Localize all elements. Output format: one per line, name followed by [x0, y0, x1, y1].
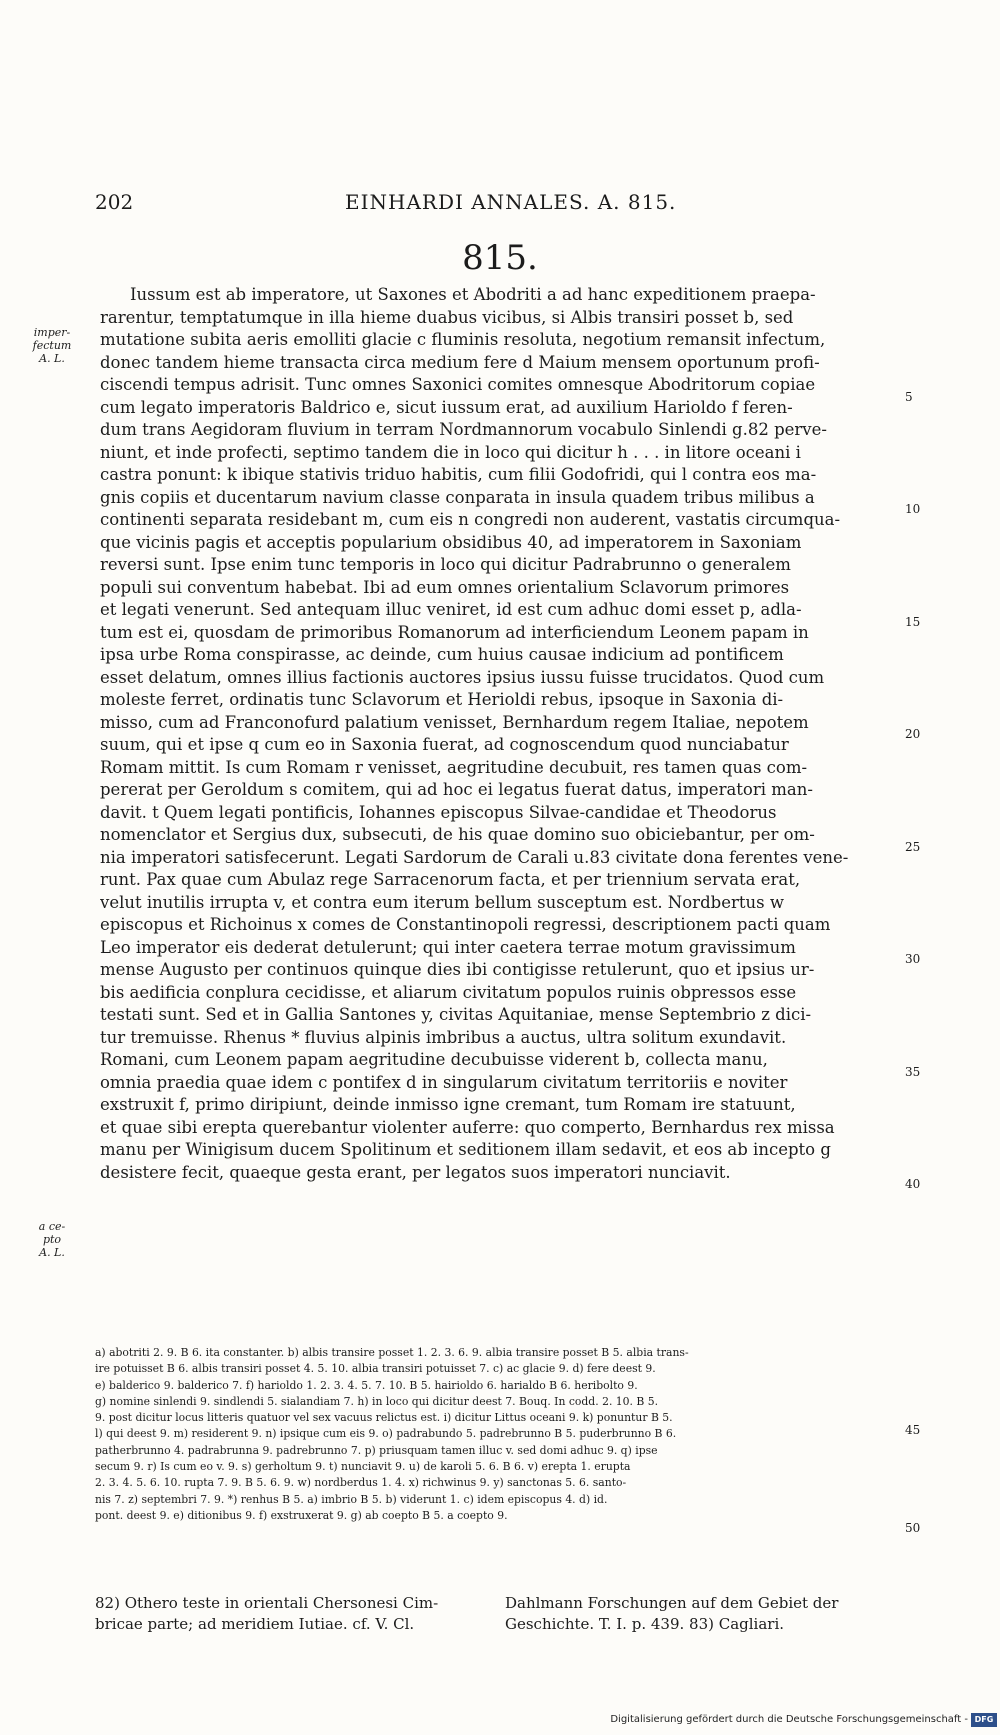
- footnote-line: Dahlmann Forschungen auf dem Gebiet der: [505, 1594, 839, 1612]
- text-line: nia imperatori satisfecerunt. Legati Sardorum de Carali u.83 civitate dona ferentes vene-: [100, 847, 849, 867]
- dfg-logo: DFG: [971, 1713, 997, 1727]
- running-head: EINHARDI ANNALES. A. 815.: [345, 190, 677, 214]
- text-line: davit. t Quem legati pontificis, Iohannes episcopus Silvae-candidae et Theodorus: [100, 802, 777, 822]
- footnotes-right-column: [505, 1593, 910, 1635]
- year-heading: 815.: [462, 238, 538, 278]
- footnotes-left-column: [95, 1593, 500, 1635]
- text-line: continenti separata residebant m, cum eis n congredi non auderent, vastatis circumqua-: [100, 510, 841, 529]
- text-line: Romam mittit. Is cum Romam r venisset, aegritudine decubuit, res tamen quas com-: [100, 757, 808, 777]
- footnote-line: bricae parte; ad meridiem Iutiae. cf. V. Cl.: [95, 1615, 415, 1633]
- text-line: donec tandem hieme transacta circa medium fere d Maium mensem oportunum profi-: [100, 352, 820, 372]
- text-line: que vicinis pagis et acceptis popularium obsidibus 40, ad imperatorem in Saxoniam: [100, 532, 802, 552]
- margin-note-text: imper- fectum A. L.: [32, 326, 72, 365]
- page-number: 202: [95, 190, 134, 214]
- note-line: nis 7. z) septembri 7. 9. *) renhus B 5. a) imbrio B 5. b) viderunt 1. c) idem episcopus 4. d) id.: [95, 1492, 608, 1506]
- text-line: niunt, et inde profecti, septimo tandem die in loco qui dicitur h . . . in litore oceani i: [100, 442, 801, 462]
- text-line: tum est ei, quosdam de primoribus Romanorum ad interficiendum Leonem papam in: [100, 622, 809, 642]
- text-line: cum legato imperatoris Baldrico e, sicut iussum erat, ad auxilium Harioldo f feren-: [100, 397, 793, 417]
- funding-notice: Digitalisierung gefördert durch die Deutsche Forschungsgemeinschaft -: [610, 1714, 968, 1725]
- text-line: misso, cum ad Franconofurd palatium venisset, Bernhardum regem Italiae, nepotem: [100, 712, 809, 732]
- text-line: testati sunt. Sed et in Gallia Santones y, civitas Aquitaniae, mense Septembrio z dici-: [100, 1005, 812, 1024]
- text-line: ciscendi tempus adrisit. Tunc omnes Saxonici comites omnesque Abodritorum copiae: [100, 375, 816, 394]
- text-line: castra ponunt: k ibique stativis triduo habitis, cum filii Godofridi, qui l contra eos ma-: [100, 465, 817, 484]
- text-line: omnia praedia quae idem c pontifex d in singularum civitatum territoriis e noviter: [100, 1072, 788, 1092]
- text-line: desistere fecit, quaeque gesta erant, per legatos suos imperatori nunciavit.: [100, 1162, 731, 1182]
- text-line: moleste ferret, ordinatis tunc Sclavorum et Herioldi rebus, ipsoque in Saxonia di-: [100, 690, 784, 709]
- line-number: 50: [905, 1521, 921, 1535]
- line-number: 45: [905, 1423, 921, 1437]
- text-line: gnis copiis et ducentarum navium classe conparata in insula quadem tribus milibus a: [100, 487, 815, 507]
- line-number: 40: [905, 1177, 921, 1191]
- text-line: bis aedificia conplura cecidisse, et aliarum civitatum populos ruinis obpressos esse: [100, 982, 797, 1002]
- text-line: dum trans Aegidoram fluvium in terram Nordmannorum vocabulo Sinlendi g.82 perve-: [100, 420, 827, 439]
- variant-notes: [95, 1345, 905, 1524]
- text-line: suum, qui et ipse q cum eo in Saxonia fuerat, ad cognoscendum quod nunciabatur: [100, 735, 789, 754]
- line-number: 10: [905, 502, 921, 516]
- text-line: runt. Pax quae cum Abulaz rege Sarracenorum facta, et per triennium servata erat,: [100, 870, 801, 889]
- line-number: 20: [905, 727, 921, 741]
- text-line: velut inutilis irrupta v, et contra eum iterum bellum susceptum est. Nordbertus w: [100, 892, 784, 912]
- page-header: [95, 190, 905, 220]
- text-line: pererat per Geroldum s comitem, qui ad hoc ei legatus fuerat datus, imperatori man-: [100, 780, 813, 799]
- text-line: Leo imperator eis dederat detulerunt; qui inter caetera terrae motum gravissimum: [100, 937, 796, 957]
- margin-note-imperfectum: [32, 326, 72, 365]
- text-line: reversi sunt. Ipse enim tunc temporis in loco qui dicitur Padrabrunno o generalem: [100, 555, 791, 574]
- text-line: mense Augusto per continuos quinque dies ibi contigisse retulerunt, quo et ipsius ur-: [100, 960, 815, 979]
- note-line: secum 9. r) Is cum eo v. 9. s) gerholtum 9. t) nunciavit 9. u) de karoli 5. 6. B 6. v) erepta 1. erupta: [95, 1460, 631, 1474]
- line-number: 15: [905, 615, 921, 629]
- text-line: populi sui conventum habebat. Ibi ad eum omnes orientalium Sclavorum primores: [100, 577, 790, 597]
- note-line: 2. 3. 4. 5. 6. 10. rupta 7. 9. B 5. 6. 9. w) nordberdus 1. 4. x) richwinus 9. y) sanctonas 5. 6. santo-: [95, 1476, 627, 1490]
- footnote-line: 82) Othero teste in orientali Chersonesi Cim-: [95, 1594, 439, 1612]
- note-line: l) qui deest 9. m) residerent 9. n) ipsique cum eis 9. o) padrabundo 5. padrebrunno B 5. puderbrunno B 6.: [95, 1427, 677, 1441]
- text-line: manu per Winigisum ducem Spolitinum et seditionem illam sedavit, et eos ab incepto g: [100, 1140, 831, 1159]
- footnote-line: Geschichte. T. I. p. 439. 83) Cagliari.: [505, 1615, 785, 1633]
- line-number: 35: [905, 1065, 921, 1079]
- text-line: ipsa urbe Roma conspirasse, ac deinde, cum huius causae indicium ad pontificem: [100, 645, 784, 664]
- text-line: rarentur, temptatumque in illa hieme duabus vicibus, si Albis transiri posset b, sed: [100, 307, 794, 327]
- main-text: [100, 284, 900, 1184]
- text-line: nomenclator et Sergius dux, subsecuti, de his quae domino suo obiciebantur, per om-: [100, 825, 815, 844]
- margin-note-a-cepto: [32, 1220, 72, 1259]
- text-line: mutatione subita aeris emolliti glacie c fluminis resoluta, negotium remansit infectum,: [100, 330, 826, 349]
- note-line: a) abotriti 2. 9. B 6. ita constanter. b) albis transire posset 1. 2. 3. 6. 9. albia transire posset B 5. albia trans-: [95, 1346, 689, 1359]
- line-number: 25: [905, 840, 921, 854]
- text-line: exstruxit f, primo diripiunt, deinde inmisso igne cremant, tum Romam ire statuunt,: [100, 1095, 796, 1114]
- note-line: ire potuisset B 6. albis transiri posset 4. 5. 10. albia transiri potuisset 7. c) ac glacie 9. d) fere deest 9.: [95, 1362, 656, 1376]
- text-line: esset delatum, omnes illius factionis auctores ipsius iussu fuisse trucidatos. Quod cum: [100, 667, 825, 687]
- margin-note-text: a ce- pto A. L.: [38, 1220, 66, 1259]
- note-line: pont. deest 9. e) ditionibus 9. f) exstruxerat 9. g) ab coepto B 5. a coepto 9.: [95, 1508, 508, 1522]
- text-line: et legati venerunt. Sed antequam illuc veniret, id est cum adhuc domi esset p, adla-: [100, 600, 802, 619]
- note-line: patherbrunno 4. padrabrunna 9. padrebrunno 7. p) priusquam tamen illuc v. sed domi adhuc 9. q) ipse: [95, 1443, 658, 1457]
- text-line: et quae sibi erepta querebantur violenter auferre: quo comperto, Bernhardus rex missa: [100, 1117, 835, 1137]
- text-line: tur tremuisse. Rhenus * fluvius alpinis imbribus a auctus, ultra solitum exundavit.: [100, 1027, 787, 1047]
- note-line: 9. post dicitur locus litteris quatuor vel sex vacuus relictus est. i) dicitur Littus oceani 9. k) ponuntur B 5.: [95, 1411, 673, 1425]
- line-number: 30: [905, 952, 921, 966]
- text-line: Iussum est ab imperatore, ut Saxones et Abodriti a ad hanc expeditionem praepa-: [130, 285, 816, 304]
- line-number: 5: [905, 390, 913, 404]
- note-line: e) balderico 9. balderico 7. f) harioldo 1. 2. 3. 4. 5. 7. 10. B 5. hairioldo 6. harialdo B 6. heriboltο 9.: [95, 1378, 638, 1392]
- note-line: g) nomine sinlendi 9. sindlendi 5. sialandiam 7. h) in loco qui dicitur deest 7. Bouq. In codd. 2. 10. B 5.: [95, 1394, 659, 1408]
- text-line: episcopus et Richoinus x comes de Constantinopoli regressi, descriptionem pacti quam: [100, 915, 831, 934]
- text-line: Romani, cum Leonem papam aegritudine decubuisse viderent b, collecta manu,: [100, 1050, 768, 1069]
